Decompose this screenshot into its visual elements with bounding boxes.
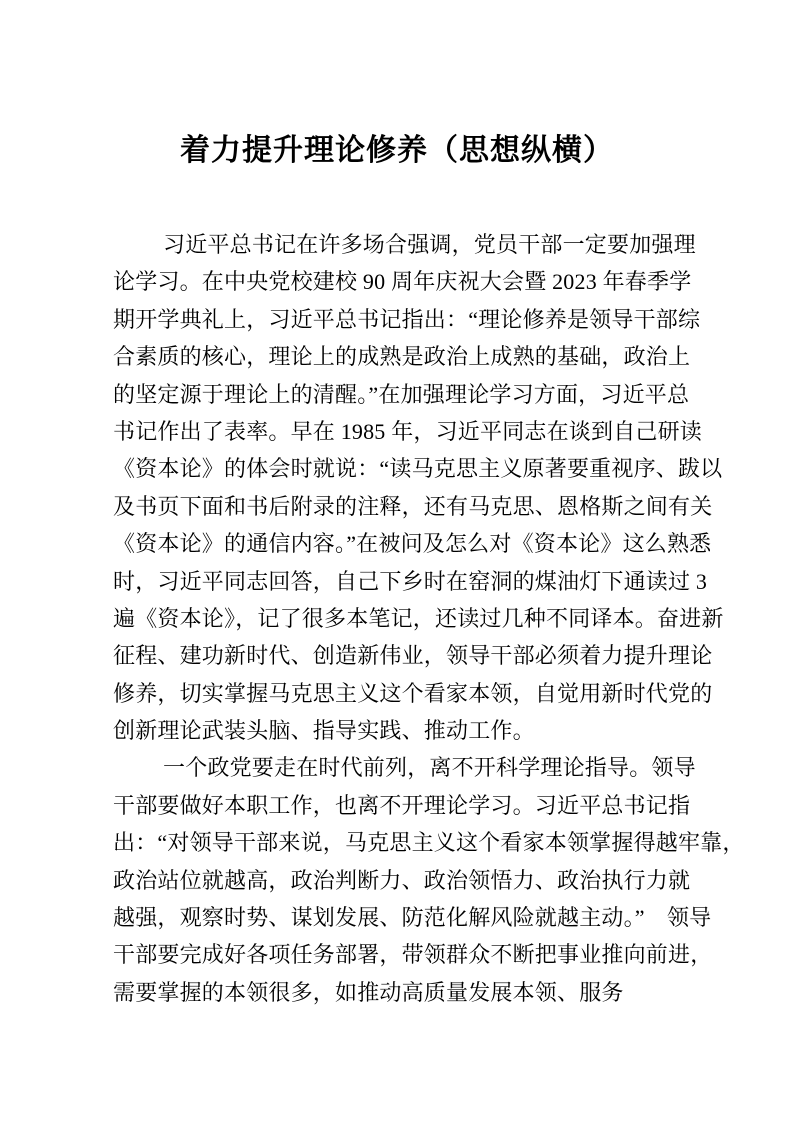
text-line: 政治站位就越高，政治判断力、政治领悟力、政治执行力就 bbox=[113, 867, 691, 893]
text-line: 干部要做好本职工作，也离不开理论学习。习近平总书记指 bbox=[113, 792, 691, 818]
text-line: 《资本论》的通信内容。”在被问及怎么对《资本论》这么熟悉 bbox=[113, 531, 712, 557]
document-body bbox=[113, 226, 745, 1011]
text-line: 习近平总书记在许多场合强调，党员干部一定要加强理 bbox=[163, 232, 696, 257]
paragraph-2 bbox=[113, 749, 745, 1011]
text-line: 干部要完成好各项任务部署，带领群众不断把事业推向前进， bbox=[113, 942, 713, 968]
text-line: 论学习。在中央党校建校 90 周年庆祝大会暨 2023 年春季学 bbox=[113, 269, 692, 295]
text-line: 遍《资本论》，记了很多本笔记，还读过几种不同译本。奋进新 bbox=[113, 605, 724, 631]
text-line: 及书页下面和书后附录的注释，还有马克思、恩格斯之间有关 bbox=[113, 493, 713, 519]
text-line: 需要掌握的本领很多，如推动高质量发展本领、服务 bbox=[113, 979, 624, 1005]
text-line: 征程、建功新时代、创造新伟业，领导干部必须着力提升理论 bbox=[113, 643, 713, 669]
document-title: 着力提升理论修养（思想纵横） bbox=[180, 134, 614, 167]
text-line: 时，习近平同志回答，自己下乡时在窑洞的煤油灯下通读过 3 bbox=[113, 568, 708, 594]
text-line: 创新理论武装头脑、指导实践、推动工作。 bbox=[113, 718, 535, 744]
text-line: 期开学典礼上，习近平总书记指出：“理论修养是领导干部综 bbox=[113, 306, 701, 332]
text-line: 出：“对领导干部来说，马克思主义这个看家本领掌握得越牢靠， bbox=[113, 830, 745, 856]
text-line: 的坚定源于理论上的清醒。”在加强理论学习方面，习近平总 bbox=[113, 381, 690, 407]
text-line: 合素质的核心，理论上的成熟是政治上成熟的基础，政治上 bbox=[113, 344, 691, 370]
text-line: 《资本论》的体会时就说：“读马克思主义原著要重视序、跋以 bbox=[113, 456, 723, 482]
text-line: 一个政党要走在时代前列，离不开科学理论指导。领导 bbox=[163, 755, 696, 781]
text-line: 修养，切实掌握马克思主义这个看家本领，自觉用新时代党的 bbox=[113, 680, 713, 706]
text-line: 书记作出了表率。早在 1985 年，习近平同志在谈到自己研读 bbox=[113, 418, 703, 444]
paragraph-1 bbox=[113, 226, 724, 749]
text-line: 越强，观察时势、谋划发展、防范化解风险就越主动。” 领导 bbox=[113, 905, 712, 931]
